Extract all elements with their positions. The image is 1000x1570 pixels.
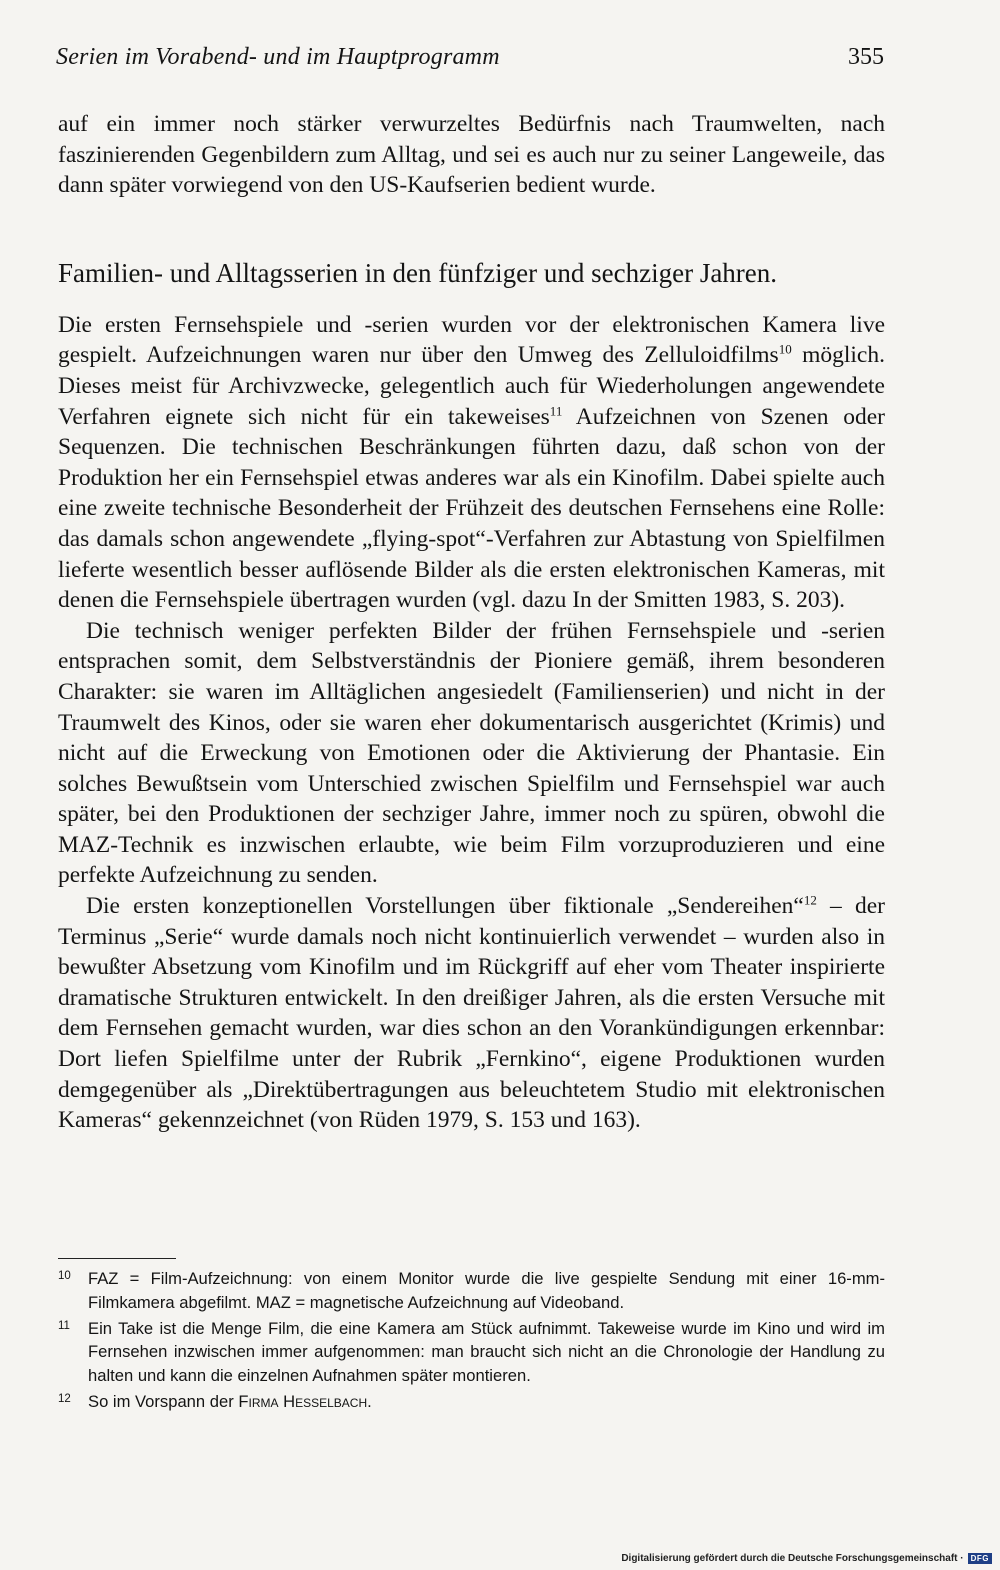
- footnote: [58, 1267, 885, 1315]
- body-paragraph: Die technisch weniger perfekten Bilder der frühen Fernsehspiele und -serien entsprachen somit, dem Selbstverständnis der Pioniere gemäß, ihrem besonderen Charakter: sie waren im Alltäglichen angesiedelt (Familienserien) und nicht in der Traumwelt des Kinos, oder sie waren eher dokumentarisch ausgerichtet (Krimis) und nicht auf die Erweckung von Emotionen oder die Aktivierung der Phantasie. Ein solches Bewußtsein vom Unterschied zwischen Spielfilm und Fernsehspiel war auch später, bei den Produktionen der sechziger Jahre, immer noch zu spüren, obwohl die MAZ-Technik es inzwischen erlaubte, wie beim Film vorzuproduzieren und eine perfekte Aufzeichnung zu senden.: [58, 617, 885, 889]
- intro-paragraph: auf ein immer noch stärker verwurzeltes Bedürfnis nach Traumwelten, nach faszinierenden Gegenbildern zum Alltag, und sei es auch nur zu seiner Langeweile, das dann später vorwiegend von den US-Kaufserien bedient wurde.: [58, 111, 885, 199]
- digitization-credit: [621, 1553, 992, 1564]
- footnote: [58, 1317, 885, 1388]
- page-number: 355: [848, 44, 884, 70]
- footnote-text: [88, 1390, 885, 1414]
- paragraph-text: – der Terminus „Serie“ wurde damals noch nicht kontinuierlich verwendet – wurden also in bewußter Absetzung vom Kinofilm und im Rückgriff auf eher vom Theater inspirierte dramatische Strukturen entwickelt. In den dreißiger Jahren, als die ersten Versuche mit dem Fernsehen gemacht wurden, war dies schon an den Vorankündigungen erkennbar: Dort liefen Spielfilme unter der Rubrik „Fernkino“, eigene Produktionen wurden demgegenüber als „Direktübertragungen aus beleuchtetem Studio mit elektronischen Kameras“ gekennzeichnet (von Rüden 1979, S. 153 und 163).: [58, 893, 885, 1134]
- paragraph-text: Die ersten Fernsehspiele und -serien wurden vor der elektronischen Kamera live gespielt. Aufzeichnungen waren nur über den Umweg des Zelluloidfilms: [58, 311, 885, 369]
- footnote-reference: 10: [778, 341, 792, 357]
- footnote-number: 10: [58, 1270, 71, 1282]
- footnote-text: FAZ = Film-Aufzeichnung: von einem Monitor wurde die live gespielte Sendung mit einer 16-mm-Filmkamera abgefilmt. MAZ = magnetische Aufzeichnung auf Videoband.: [88, 1269, 885, 1312]
- body-paragraph: [58, 310, 885, 616]
- credit-text: Digitalisierung gefördert durch die Deutsche Forschungsgemeinschaft ·: [621, 1553, 964, 1564]
- main-text: [58, 109, 885, 1136]
- footnote-text: Ein Take ist die Menge Film, die eine Kamera am Stück aufnimmt. Takeweise wurde im Kino und wird im Fernsehen inzwischen immer aufgenommen: man braucht sich nicht an die Chronologie der Handlung zu halten und kann die einzelnen Aufnahmen später montieren.: [88, 1318, 885, 1386]
- footnote-reference: 12: [803, 892, 817, 908]
- footnote-number: 12: [58, 1392, 71, 1405]
- paragraph-text: Aufzeichnen von Szenen oder Sequenzen. Die technischen Beschränkungen führten dazu, daß schon von der Produktion her ein Fernsehspiel etwas anderes war als ein Kinofilm. Dabei spielte auch eine zweite technische Besonderheit der Frühzeit des deutschen Fernsehens eine Rolle: das damals schon angewendete „flying-spot“-Verfahren zur Abtastung von Spielfilmen lieferte wesentlich besser auflösende Bilder als die ersten elektronischen Kameras, mit denen die Fernsehspiele übertragen wurden (vgl. dazu In der Smitten 1983, S. 203).: [58, 403, 885, 614]
- section-heading: Familien- und Alltagsserien in den fünfziger und sechziger Jahren.: [58, 257, 778, 288]
- paragraph-text: Die ersten konzeptionellen Vorstellungen über fiktionale „Sendereihen“: [86, 893, 804, 920]
- page-header: [56, 44, 884, 71]
- body-paragraph: [58, 891, 885, 1136]
- footnote-divider: [58, 1258, 176, 1259]
- footnote-title: Firma Hesselbach: [238, 1391, 368, 1411]
- footnote-text-part: .: [367, 1391, 372, 1411]
- running-head: Serien im Vorabend- und im Hauptprogramm: [56, 44, 500, 70]
- footnote-text-part: So im Vorspann der: [88, 1391, 239, 1411]
- footnotes: [58, 1267, 885, 1416]
- dfg-logo-icon: DFG: [968, 1553, 992, 1564]
- footnote-reference: 11: [549, 403, 563, 419]
- footnote-number: 11: [58, 1319, 70, 1332]
- footnote: [58, 1390, 885, 1414]
- paragraph-text: möglich. Dieses meist für Archivzwecke, gelegentlich auch für Wiederholungen angewendete Verfahren eignete sich nicht für ein takeweises: [58, 342, 885, 430]
